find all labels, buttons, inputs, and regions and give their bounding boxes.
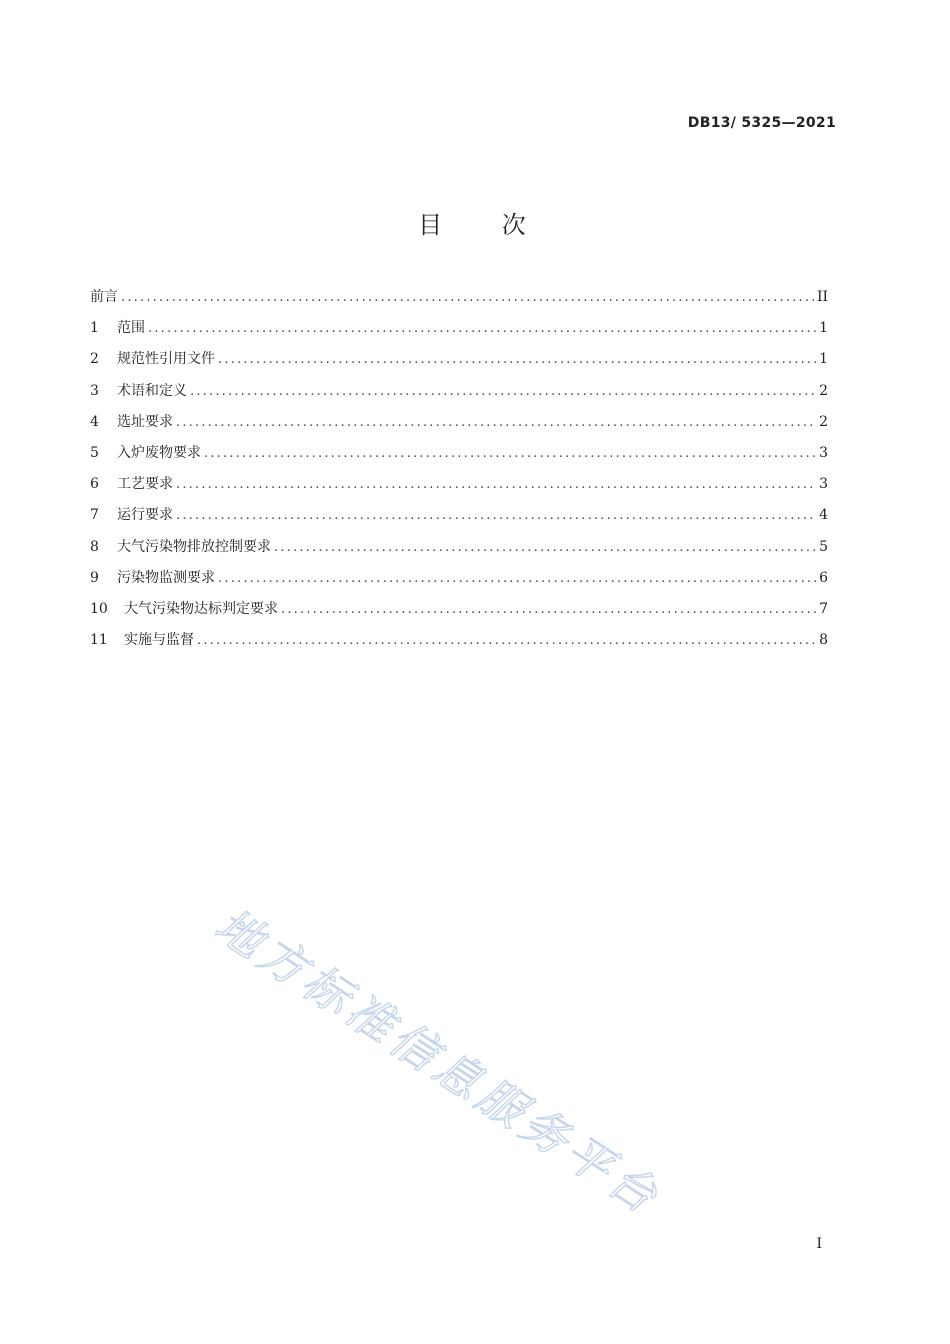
toc-entry-label: 实施与监督 [124, 632, 194, 649]
toc-dot-leader [281, 600, 816, 620]
toc-entry-number: 7 [90, 507, 99, 524]
toc-entry-page: 1 [819, 351, 828, 368]
toc-entry-label: 大气污染物排放控制要求 [117, 538, 271, 555]
toc-entry-label: 工艺要求 [117, 476, 173, 493]
toc-dot-leader [218, 569, 816, 589]
toc-dot-leader [176, 475, 816, 495]
toc-entry[interactable] [90, 505, 828, 536]
toc-entry[interactable] [90, 537, 828, 568]
toc-entry-page: 2 [819, 382, 828, 399]
toc-entry-page: 7 [819, 600, 828, 617]
toc-dot-leader [274, 538, 816, 558]
toc-entry-page: 1 [819, 320, 828, 337]
toc-dot-leader [190, 382, 816, 402]
toc-entry-page: 2 [819, 413, 828, 430]
toc-entry-page: 3 [819, 476, 828, 493]
toc-entry-label: 选址要求 [117, 413, 173, 430]
toc-entry-label: 前言 [90, 289, 118, 305]
watermark-text: 地方标准信息服务平台 [205, 897, 672, 1227]
toc-entry-page: 4 [819, 507, 828, 524]
toc-entry-number: 10 [90, 600, 108, 617]
toc-entry-label: 大气污染物达标判定要求 [124, 600, 278, 617]
toc-dot-leader [197, 631, 816, 651]
toc-entry[interactable] [90, 568, 828, 599]
toc-entry-number: 8 [90, 538, 99, 555]
toc-entry[interactable] [90, 599, 828, 630]
toc-entry-label: 范围 [117, 320, 145, 337]
toc-entry-page: 8 [819, 632, 828, 649]
page-number: I [816, 1236, 822, 1252]
toc-dot-leader [218, 350, 816, 370]
toc-entry-page: II [816, 289, 828, 305]
toc-dot-leader [121, 288, 814, 308]
toc-dot-leader [148, 319, 816, 339]
toc-entry[interactable] [90, 381, 828, 412]
toc-entry-page: 6 [819, 569, 828, 586]
toc-entry-page: 3 [819, 444, 828, 461]
toc-entry-label: 污染物监测要求 [117, 569, 215, 586]
toc-entry-label: 规范性引用文件 [117, 351, 215, 368]
toc-entry-number: 3 [90, 382, 99, 399]
toc-entry[interactable] [90, 630, 828, 661]
table-of-contents [90, 287, 828, 661]
document-code: DB13/ 5325—2021 [687, 115, 836, 131]
toc-entry-number: 4 [90, 413, 99, 430]
toc-entry-number: 9 [90, 569, 99, 586]
toc-entry-number: 2 [90, 351, 99, 368]
toc-entry[interactable] [90, 318, 828, 349]
watermark-graphic [202, 890, 710, 1254]
toc-entry-page: 5 [819, 538, 828, 555]
toc-dot-leader [176, 413, 816, 433]
toc-entry-number: 11 [90, 632, 108, 649]
toc-entry[interactable] [90, 443, 828, 474]
toc-entry-number: 1 [90, 320, 99, 337]
toc-entry[interactable] [90, 287, 828, 318]
toc-entry[interactable] [90, 412, 828, 443]
toc-dot-leader [204, 444, 816, 464]
toc-entry-label: 术语和定义 [117, 382, 187, 399]
page-title: 目 次 [418, 211, 552, 239]
toc-entry-label: 运行要求 [117, 507, 173, 524]
toc-entry-number: 5 [90, 444, 99, 461]
toc-dot-leader [176, 506, 816, 526]
toc-entry[interactable] [90, 474, 828, 505]
toc-entry-label: 入炉废物要求 [117, 444, 201, 461]
toc-entry[interactable] [90, 349, 828, 380]
watermark [202, 890, 710, 1254]
toc-entry-number: 6 [90, 476, 99, 493]
